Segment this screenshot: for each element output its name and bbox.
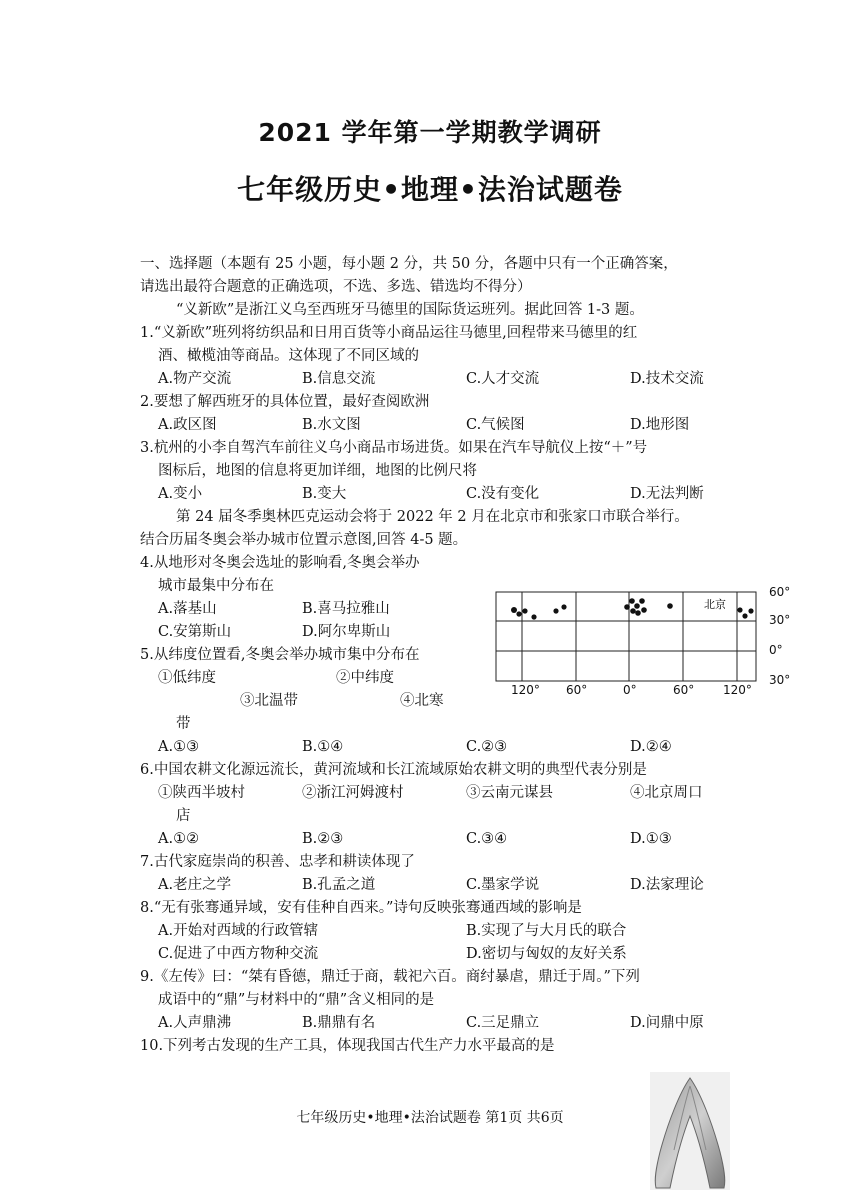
material-1: “义新欧”是浙江义乌至西班牙马德里的国际货运班列。据此回答 1-3 题。 xyxy=(176,302,644,318)
question-3-option-a: A.变小 xyxy=(158,486,203,502)
stone-tool-artifact-image xyxy=(650,1072,730,1190)
question-4-option-a: A.落基山 xyxy=(158,601,217,617)
question-2-option-b: B.水文图 xyxy=(302,417,361,433)
question-1-line2: 酒、橄榄油等商品。这体现了不同区域的 xyxy=(158,348,419,364)
question-3-option-c: C.没有变化 xyxy=(466,486,540,502)
question-7-line1: 7.古代家庭崇尚的积善、忠孝和耕读体现了 xyxy=(140,854,415,870)
question-3-option-d: D.无法判断 xyxy=(630,486,704,502)
map-lon-label-120w: 120° xyxy=(511,683,540,697)
host-city-dot xyxy=(516,611,521,616)
question-3-line2: 图标后，地图的信息将更加详细，地图的比例尺将 xyxy=(158,463,477,479)
question-1-line1: 1.“义新欧”班列将纺织品和日用百货等小商品运往马德里,回程带来马德里的红 xyxy=(140,325,638,341)
question-1-option-d: D.技术交流 xyxy=(630,371,704,387)
question-1-option-c: C.人才交流 xyxy=(466,371,540,387)
question-9-option-d: D.问鼎中原 xyxy=(630,1015,704,1031)
host-city-dot xyxy=(737,607,742,612)
question-8-option-a: A.开始对西域的行政管辖 xyxy=(158,923,319,939)
map-lat-label-30s: 30° xyxy=(769,673,791,687)
map-lon-label-120e: 120° xyxy=(723,683,752,697)
question-6-line1: 6.中国农耕文化源远流长，黄河流域和长江流域原始农耕文明的典型代表分别是 xyxy=(140,762,647,778)
map-lon-label-0: 0° xyxy=(623,683,637,697)
host-city-dot xyxy=(624,604,630,610)
question-6-statement-2: ②浙江河姆渡村 xyxy=(302,785,404,801)
question-5-line1: 5.从纬度位置看,冬奥会举办城市集中分布在 xyxy=(140,647,420,663)
host-city-dot xyxy=(742,613,747,618)
question-6-statement-1: ①陕西半坡村 xyxy=(158,785,245,801)
host-city-dot xyxy=(639,598,645,604)
winter-olympics-host-city-map xyxy=(492,580,802,700)
question-8-line1: 8.“无有张骞通异域，安有佳种自西来。”诗句反映张骞通西域的影响是 xyxy=(140,900,582,916)
question-9-option-c: C.三足鼎立 xyxy=(466,1015,540,1031)
exam-subtitle: 七年级历史•地理•法治试题卷 xyxy=(237,173,623,206)
question-4-option-d: D.阿尔卑斯山 xyxy=(302,624,391,640)
host-city-dot xyxy=(553,608,558,613)
question-2-option-a: A.政区图 xyxy=(158,417,217,433)
question-6-statement-3: ③云南元谋县 xyxy=(466,785,553,801)
map-lat-label-30n: 30° xyxy=(769,613,791,627)
question-9-option-b: B.鼎鼎有名 xyxy=(302,1015,376,1031)
question-5-option-c: C.②③ xyxy=(466,739,508,755)
question-5-option-a: A.①③ xyxy=(158,739,200,755)
host-city-dot xyxy=(630,608,636,614)
question-7-option-d: D.法家理论 xyxy=(630,877,704,893)
question-4-line1: 4.从地形对冬奥会选址的影响看,冬奥会举办 xyxy=(140,555,420,571)
question-4-option-b: B.喜马拉雅山 xyxy=(302,601,390,617)
map-lon-label-60w: 60° xyxy=(566,683,588,697)
map-city-label-beijing: 北京 xyxy=(704,598,726,611)
map-lat-label-0: 0° xyxy=(769,643,783,657)
host-city-dot xyxy=(522,608,527,613)
question-5-option-d: D.②④ xyxy=(630,739,672,755)
question-2-option-d: D.地形图 xyxy=(630,417,690,433)
host-city-dot xyxy=(667,603,673,609)
question-4-line2: 城市最集中分布在 xyxy=(158,578,274,594)
question-7-option-c: C.墨家学说 xyxy=(466,877,540,893)
question-7-option-a: A.老庄之学 xyxy=(158,877,232,893)
question-8-option-b: B.实现了与大月氏的联合 xyxy=(466,923,627,939)
question-9-line2: 成语中的“鼎”与材料中的“鼎”含义相同的是 xyxy=(158,992,435,1008)
question-5-statement-3: ③北温带 xyxy=(240,693,298,709)
question-8-option-c: C.促进了中西方物种交流 xyxy=(158,946,319,962)
question-4-option-c: C.安第斯山 xyxy=(158,624,232,640)
question-10-line1: 10.下列考古发现的生产工具，体现我国古代生产力水平最高的是 xyxy=(140,1038,555,1054)
question-1-option-b: B.信息交流 xyxy=(302,371,376,387)
host-city-dot xyxy=(634,603,640,609)
question-9-line1: 9.《左传》曰：“桀有昏德，鼎迁于商，载祀六百。商纣暴虐，鼎迁于周。”下列 xyxy=(140,969,640,985)
host-city-dot xyxy=(561,604,566,609)
question-2-line1: 2.要想了解西班牙的具体位置，最好查阅欧洲 xyxy=(140,394,430,410)
question-1-option-a: A.物产交流 xyxy=(158,371,232,387)
question-6-option-b: B.②③ xyxy=(302,831,344,847)
question-7-option-b: B.孔孟之道 xyxy=(302,877,376,893)
map-lon-label-60e: 60° xyxy=(673,683,695,697)
question-6-option-d: D.①③ xyxy=(630,831,672,847)
question-6-option-c: C.③④ xyxy=(466,831,508,847)
host-city-dot xyxy=(635,610,641,616)
section-instruction-line1: 一、选择题（本题有 25 小题，每小题 2 分，共 50 分，各题中只有一个正确答案， xyxy=(140,256,678,272)
question-5-statement-2: ②中纬度 xyxy=(336,670,394,686)
question-6-statement-4: ④北京周口 xyxy=(630,785,703,801)
host-city-dot xyxy=(629,598,635,604)
map-lat-label-60n: 60° xyxy=(769,585,791,599)
host-city-dot xyxy=(641,607,647,613)
host-city-dot xyxy=(748,608,753,613)
host-city-dot xyxy=(531,614,536,619)
question-6-option-a: A.①② xyxy=(158,831,200,847)
question-8-option-d: D.密切与匈奴的友好关系 xyxy=(466,946,627,962)
question-5-statement-4: ④北寒 xyxy=(400,693,444,709)
question-5-option-b: B.①④ xyxy=(302,739,344,755)
exam-title: 2021 学年第一学期教学调研 xyxy=(258,118,602,147)
question-2-option-c: C.气候图 xyxy=(466,417,525,433)
host-city-dot xyxy=(511,607,517,613)
question-3-line1: 3.杭州的小李自驾汽车前往义乌小商品市场进货。如果在汽车导航仪上按“＋”号 xyxy=(140,440,648,456)
material-2-line2: 结合历届冬奥会举办城市位置示意图,回答 4-5 题。 xyxy=(140,532,468,548)
question-5-statement-1: ①低纬度 xyxy=(158,670,216,686)
question-5-statement-4-cont: 带 xyxy=(176,716,191,732)
material-2-line1: 第 24 届冬季奥林匹克运动会将于 2022 年 2 月在北京市和张家口市联合举行。 xyxy=(176,509,689,525)
question-6-statement-4-cont: 店 xyxy=(176,808,191,824)
question-3-option-b: B.变大 xyxy=(302,486,347,502)
question-9-option-a: A.人声鼎沸 xyxy=(158,1015,232,1031)
page-footer: 七年级历史•地理•法治试题卷 第1页 共6页 xyxy=(296,1110,564,1126)
section-instruction-line2: 请选出最符合题意的正确选项，不选、多选、错选均不得分） xyxy=(140,279,532,295)
